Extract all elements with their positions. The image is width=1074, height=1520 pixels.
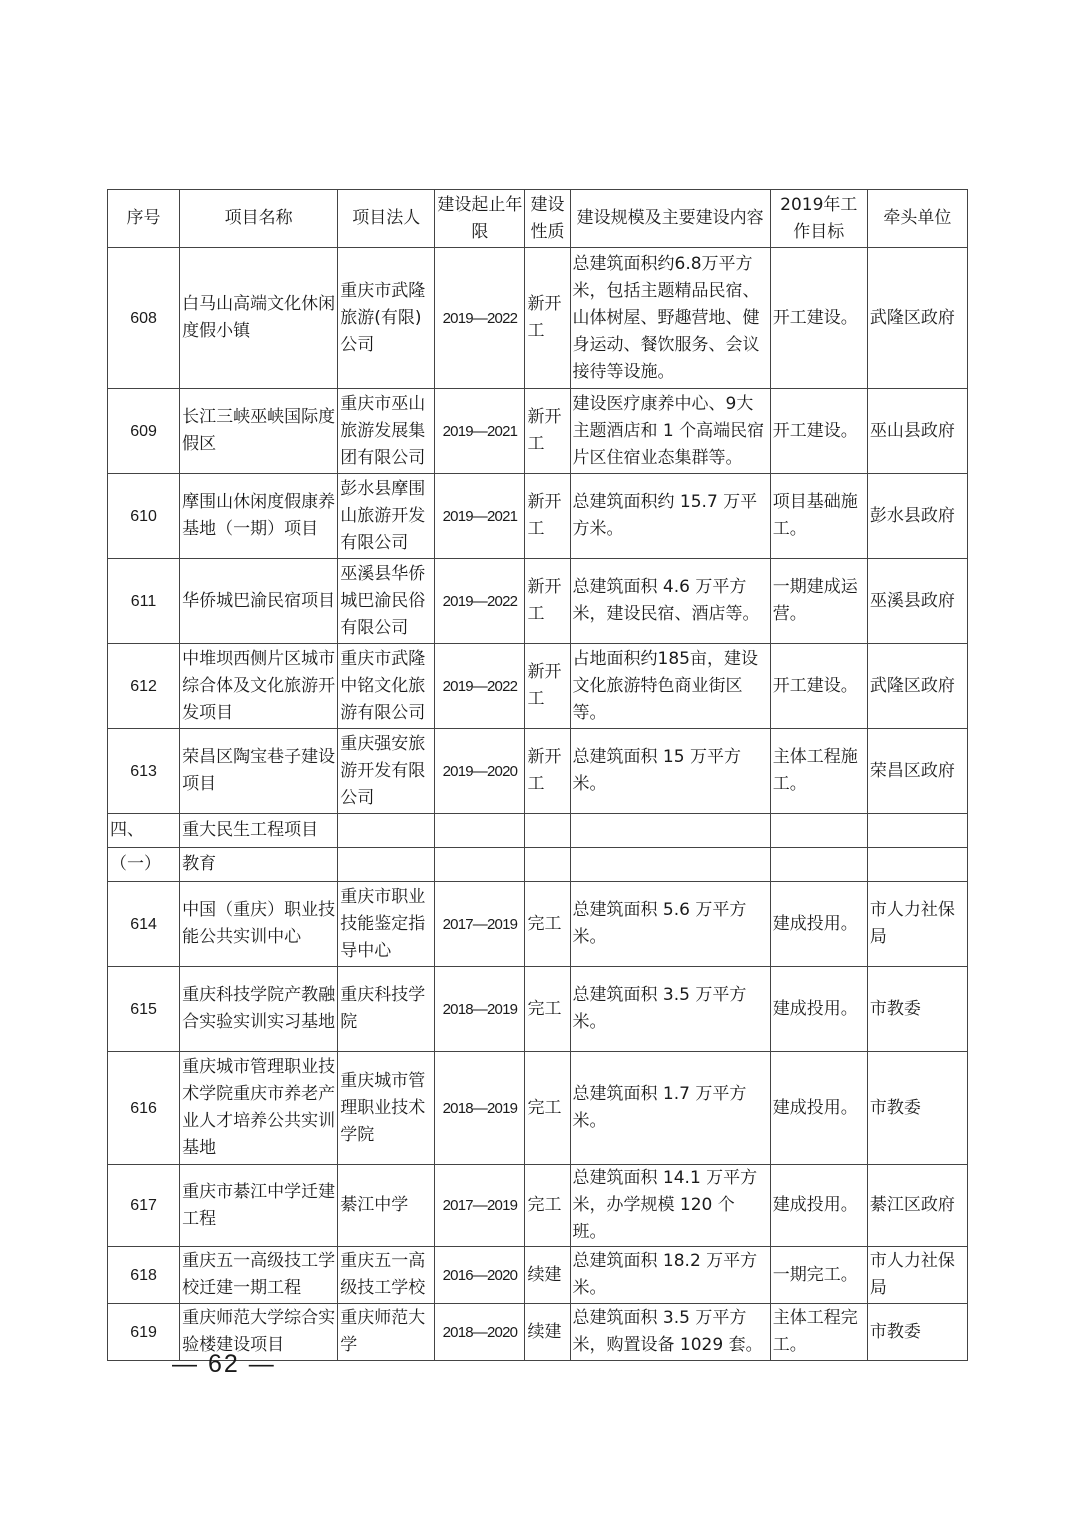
- cell-nature: 新开工: [525, 474, 570, 559]
- cell-scope: 总建筑面积 1.7 万平方米。: [570, 1052, 770, 1165]
- empty-cell: [570, 814, 770, 848]
- empty-cell: [570, 848, 770, 882]
- cell-target: 主体工程施工。: [770, 729, 867, 814]
- cell-nature: 完工: [525, 1052, 570, 1165]
- cell-nature: 续建: [525, 1304, 570, 1361]
- cell-nature: 新开工: [525, 644, 570, 729]
- cell-seq: 618: [108, 1247, 180, 1304]
- table-row: [108, 967, 968, 1052]
- header-owner: 项目法人: [338, 190, 435, 248]
- cell-nature: 新开工: [525, 389, 570, 474]
- cell-nature: 完工: [525, 882, 570, 967]
- cell-lead: 巫溪县政府: [867, 559, 967, 644]
- cell-target: 建成投用。: [770, 1165, 867, 1247]
- table-header-row: [108, 190, 968, 248]
- cell-target: 建成投用。: [770, 967, 867, 1052]
- cell-name: 中堆坝西侧片区城市综合体及文化旅游开发项目: [180, 644, 338, 729]
- cell-owner: 重庆五一高级技工学校: [338, 1247, 435, 1304]
- section-row-title: 重大民生工程项目: [180, 814, 338, 848]
- cell-lead: 市教委: [867, 967, 967, 1052]
- empty-cell: [435, 848, 525, 882]
- table-row: [108, 474, 968, 559]
- cell-seq: 615: [108, 967, 180, 1052]
- cell-period: 2016—2020: [435, 1247, 525, 1304]
- cell-nature: 新开工: [525, 248, 570, 389]
- cell-owner: 重庆强安旅游开发有限公司: [338, 729, 435, 814]
- cell-owner: 重庆市巫山旅游发展集团有限公司: [338, 389, 435, 474]
- cell-scope: 总建筑面积 3.5 万平方米。: [570, 967, 770, 1052]
- cell-lead: 市人力社保局: [867, 1247, 967, 1304]
- table-row: [108, 389, 968, 474]
- empty-cell: [770, 848, 867, 882]
- cell-scope: 总建筑面积 5.6 万平方米。: [570, 882, 770, 967]
- cell-lead: 市人力社保局: [867, 882, 967, 967]
- cell-owner: 重庆市武隆旅游(有限)公司: [338, 248, 435, 389]
- subsection-row-seq: （一）: [108, 848, 180, 882]
- cell-seq: 608: [108, 248, 180, 389]
- empty-cell: [525, 848, 570, 882]
- cell-owner: 重庆师范大学: [338, 1304, 435, 1361]
- cell-lead: 市教委: [867, 1052, 967, 1165]
- cell-scope: 总建筑面积 15 万平方米。: [570, 729, 770, 814]
- cell-target: 开工建设。: [770, 644, 867, 729]
- cell-seq: 610: [108, 474, 180, 559]
- section-row-seq: 四、: [108, 814, 180, 848]
- cell-lead: 彭水县政府: [867, 474, 967, 559]
- project-table: [107, 189, 968, 1361]
- cell-scope: 总建筑面积 4.6 万平方米，建设民宿、酒店等。: [570, 559, 770, 644]
- cell-period: 2019—2021: [435, 389, 525, 474]
- cell-seq: 613: [108, 729, 180, 814]
- cell-owner: 重庆城市管理职业技术学院: [338, 1052, 435, 1165]
- cell-period: 2019—2022: [435, 248, 525, 389]
- header-name: 项目名称: [180, 190, 338, 248]
- table-row: [108, 729, 968, 814]
- table-row: [108, 559, 968, 644]
- table-row: [108, 1165, 968, 1247]
- cell-nature: 续建: [525, 1247, 570, 1304]
- cell-name: 中国（重庆）职业技能公共实训中心: [180, 882, 338, 967]
- subsection-row-title: 教育: [180, 848, 338, 882]
- empty-cell: [867, 814, 967, 848]
- cell-nature: 完工: [525, 967, 570, 1052]
- cell-target: 开工建设。: [770, 248, 867, 389]
- cell-seq: 617: [108, 1165, 180, 1247]
- cell-target: 开工建设。: [770, 389, 867, 474]
- table-row: [108, 1052, 968, 1165]
- table-row: [108, 882, 968, 967]
- cell-seq: 611: [108, 559, 180, 644]
- cell-name: 荣昌区陶宝巷子建设项目: [180, 729, 338, 814]
- empty-cell: [770, 814, 867, 848]
- cell-period: 2018—2020: [435, 1304, 525, 1361]
- cell-name: 重庆五一高级技工学校迁建一期工程: [180, 1247, 338, 1304]
- empty-cell: [435, 814, 525, 848]
- cell-scope: 总建筑面积约6.8万平方米，包括主题精品民宿、山体树屋、野趣营地、健身运动、餐饮服务、会议接待等设施。: [570, 248, 770, 389]
- cell-scope: 总建筑面积 14.1 万平方米，办学规模 120 个班。: [570, 1165, 770, 1247]
- header-period: 建设起止年限: [435, 190, 525, 248]
- cell-scope: 建设医疗康养中心、9大主题酒店和 1 个高端民宿片区住宿业态集群等。: [570, 389, 770, 474]
- cell-target: 一期完工。: [770, 1247, 867, 1304]
- cell-period: 2019—2021: [435, 474, 525, 559]
- cell-scope: 占地面积约185亩，建设文化旅游特色商业街区等。: [570, 644, 770, 729]
- cell-name: 摩围山休闲度假康养基地（一期）项目: [180, 474, 338, 559]
- cell-period: 2019—2022: [435, 644, 525, 729]
- cell-lead: 市教委: [867, 1304, 967, 1361]
- cell-period: 2017—2019: [435, 882, 525, 967]
- cell-scope: 总建筑面积约 15.7 万平方米。: [570, 474, 770, 559]
- empty-cell: [338, 814, 435, 848]
- cell-lead: 巫山县政府: [867, 389, 967, 474]
- subsection-row: [108, 848, 968, 882]
- cell-seq: 619: [108, 1304, 180, 1361]
- cell-owner: 巫溪县华侨城巴渝民俗有限公司: [338, 559, 435, 644]
- cell-lead: 荣昌区政府: [867, 729, 967, 814]
- page-number: — 62 —: [172, 1350, 276, 1378]
- header-target: 2019年工作目标: [770, 190, 867, 248]
- cell-name: 长江三峡巫峡国际度假区: [180, 389, 338, 474]
- cell-period: 2018—2019: [435, 1052, 525, 1165]
- cell-target: 主体工程完工。: [770, 1304, 867, 1361]
- cell-name: 重庆城市管理职业技术学院重庆市养老产业人才培养公共实训基地: [180, 1052, 338, 1165]
- cell-nature: 新开工: [525, 729, 570, 814]
- cell-seq: 616: [108, 1052, 180, 1165]
- cell-name: 重庆市綦江中学迁建工程: [180, 1165, 338, 1247]
- empty-cell: [338, 848, 435, 882]
- cell-seq: 614: [108, 882, 180, 967]
- cell-lead: 武隆区政府: [867, 644, 967, 729]
- cell-seq: 609: [108, 389, 180, 474]
- cell-name: 华侨城巴渝民宿项目: [180, 559, 338, 644]
- cell-owner: 重庆科技学院: [338, 967, 435, 1052]
- cell-owner: 彭水县摩围山旅游开发有限公司: [338, 474, 435, 559]
- table-row: [108, 248, 968, 389]
- cell-target: 项目基础施工。: [770, 474, 867, 559]
- cell-target: 建成投用。: [770, 882, 867, 967]
- cell-period: 2017—2019: [435, 1165, 525, 1247]
- header-lead: 牵头单位: [867, 190, 967, 248]
- header-scope: 建设规模及主要建设内容: [570, 190, 770, 248]
- empty-cell: [525, 814, 570, 848]
- section-row: [108, 814, 968, 848]
- cell-owner: 綦江中学: [338, 1165, 435, 1247]
- cell-seq: 612: [108, 644, 180, 729]
- cell-period: 2018—2019: [435, 967, 525, 1052]
- cell-scope: 总建筑面积 3.5 万平方米，购置设备 1029 套。: [570, 1304, 770, 1361]
- cell-scope: 总建筑面积 18.2 万平方米。: [570, 1247, 770, 1304]
- cell-owner: 重庆市武隆中铭文化旅游有限公司: [338, 644, 435, 729]
- cell-period: 2019—2020: [435, 729, 525, 814]
- table-row: [108, 1247, 968, 1304]
- cell-target: 一期建成运营。: [770, 559, 867, 644]
- cell-lead: 綦江区政府: [867, 1165, 967, 1247]
- cell-lead: 武隆区政府: [867, 248, 967, 389]
- table-row: [108, 644, 968, 729]
- cell-name: 重庆师范大学综合实验楼建设项目: [180, 1304, 338, 1361]
- cell-owner: 重庆市职业技能鉴定指导中心: [338, 882, 435, 967]
- header-nature: 建设性质: [525, 190, 570, 248]
- cell-nature: 完工: [525, 1165, 570, 1247]
- cell-name: 白马山高端文化休闲度假小镇: [180, 248, 338, 389]
- cell-period: 2019—2022: [435, 559, 525, 644]
- cell-name: 重庆科技学院产教融合实验实训实习基地: [180, 967, 338, 1052]
- cell-target: 建成投用。: [770, 1052, 867, 1165]
- empty-cell: [867, 848, 967, 882]
- cell-nature: 新开工: [525, 559, 570, 644]
- header-seq: 序号: [108, 190, 180, 248]
